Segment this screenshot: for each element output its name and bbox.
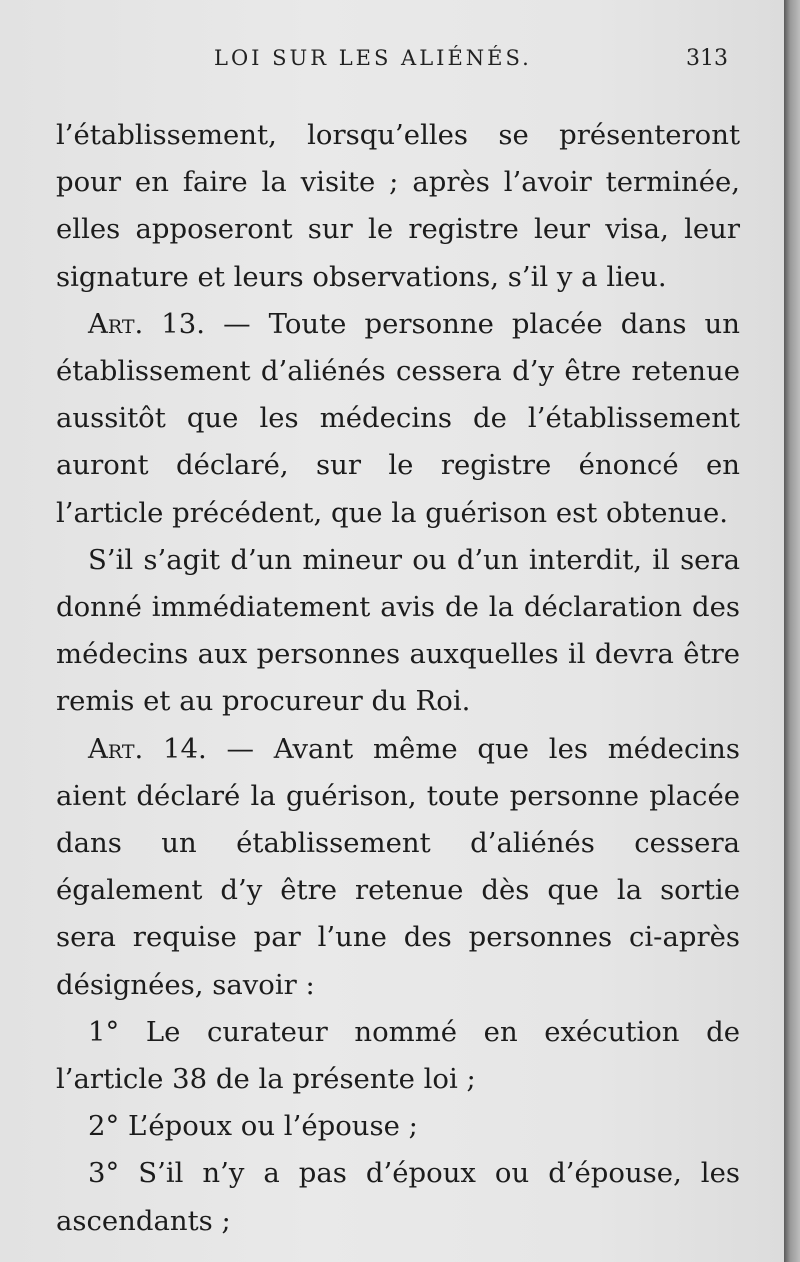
list-item-2: 2° L’époux ou l’épouse ; (88, 1110, 418, 1143)
running-title: LOI SUR LES ALIÉNÉS. (214, 46, 532, 70)
list-item-1: 1° Le curateur nommé en exécution de l’article 38 de la présente loi ; (56, 1015, 740, 1096)
article-13-text: — Toute personne placée dans un établissement d’aliénés cessera d’y être retenue aussitôt que les médecins de l’établissement auront déclaré, sur le registre énoncé en l’article précédent, que la guérison est obtenue. (56, 307, 740, 529)
article-14 (56, 726, 740, 1009)
article-14-label: Art. 14. (88, 732, 207, 765)
paragraph-minor: S’il s’agit d’un mineur ou d’un interdit, il sera donné immédiatement avis de la déclaration des médecins aux personnes auxquelles il devra être remis et au procureur du Roi. (56, 543, 740, 718)
article-13-label: Art. 13. (88, 307, 206, 340)
page-edge-shadow (784, 0, 800, 1262)
article-13 (56, 301, 740, 537)
article-14-text: — Avant même que les médecins aient déclaré la guérison, toute personne placée dans un établissement d’aliénés cessera également d’y être retenue dès que la sortie sera requise par l’une des personnes ci-après désignées, savoir : (56, 732, 740, 1001)
page-number: 313 (686, 46, 728, 71)
paragraph-continuation: l’établissement, lorsqu’elles se présenteront pour en faire la visite ; après l’avoir terminée, elles apposeront sur le registre leur visa, leur signature et leurs observations, s’il y a lieu. (56, 119, 740, 293)
list-item-3: 3° S’il n’y a pas d’époux ou d’épouse, les ascendants ; (56, 1157, 740, 1237)
body-text (56, 112, 740, 1245)
